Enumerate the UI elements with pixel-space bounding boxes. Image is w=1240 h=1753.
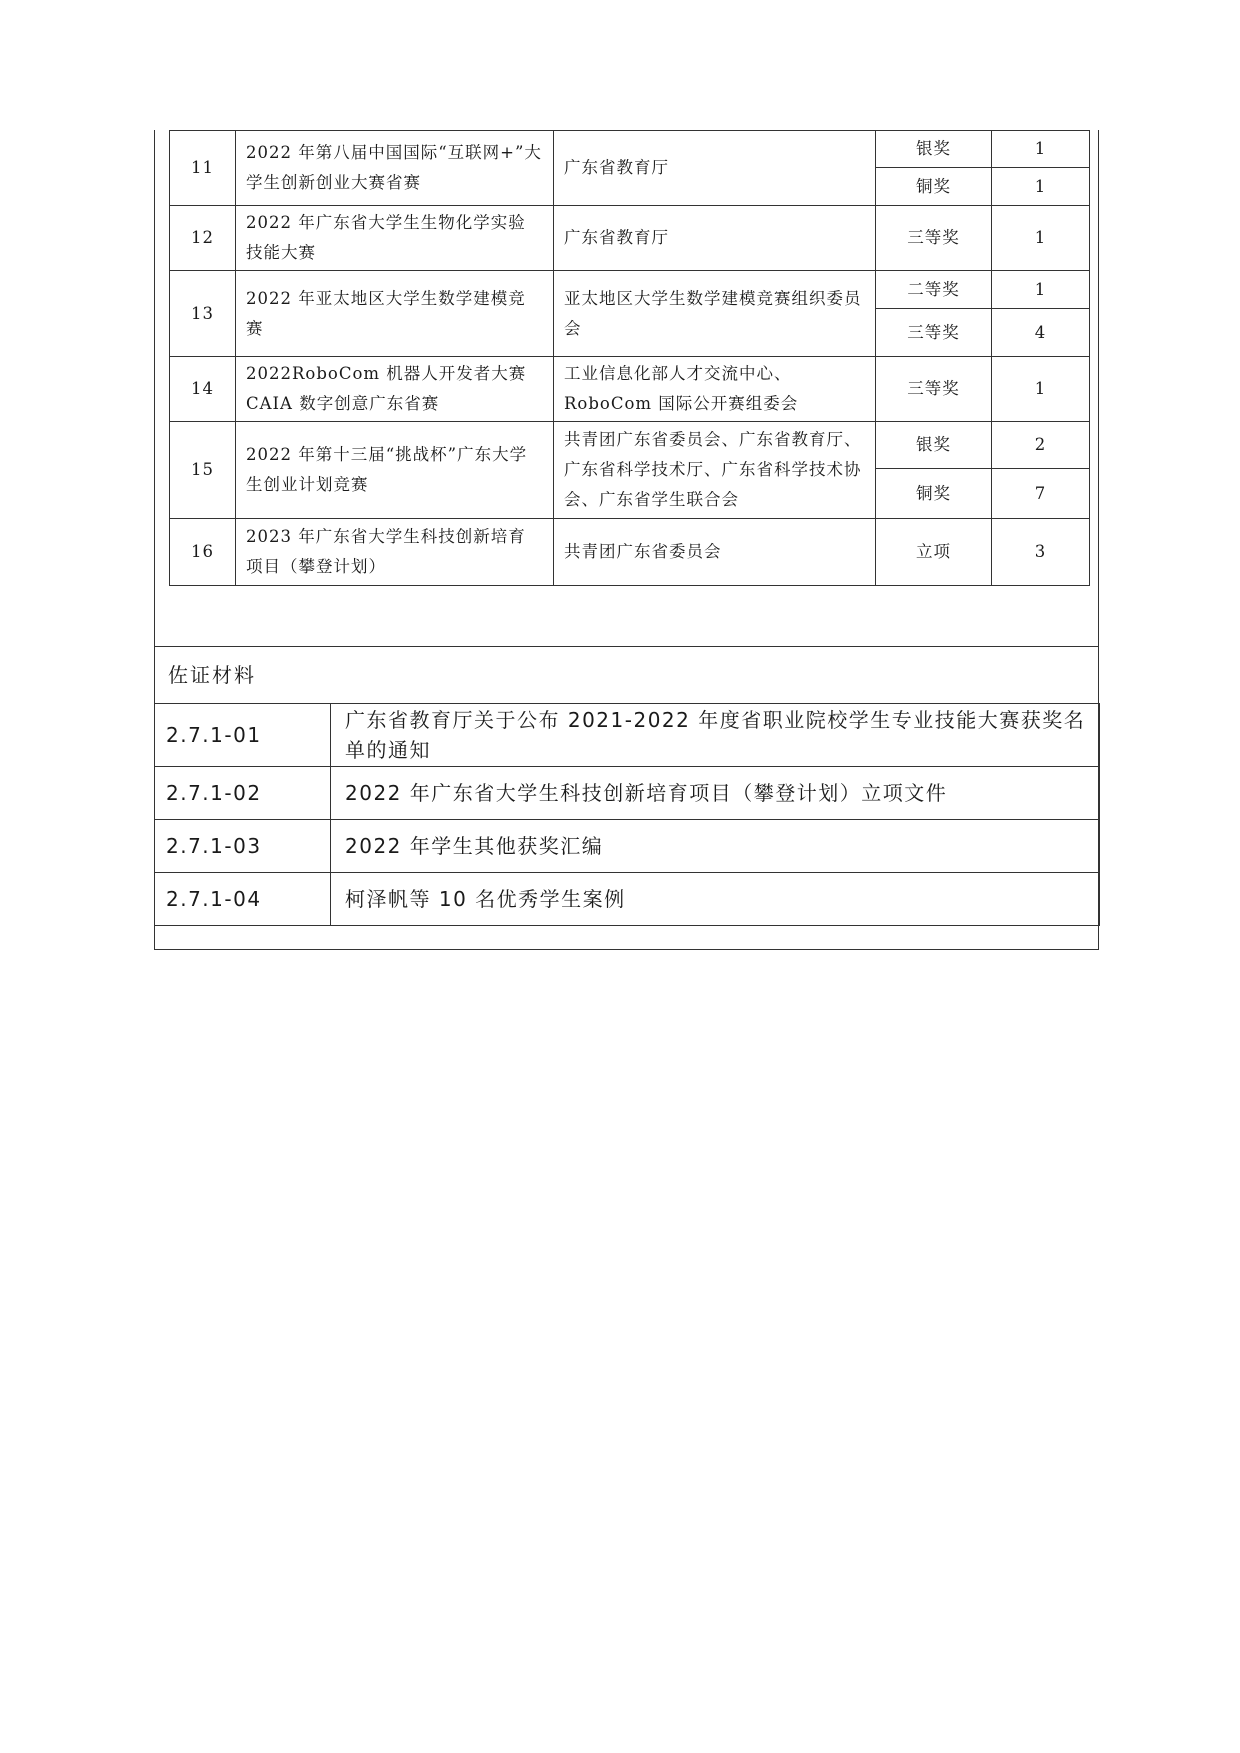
award-row <box>170 131 1090 168</box>
evidence-section-label: 佐证材料 <box>154 646 1099 704</box>
award-count: 1 <box>992 357 1090 422</box>
evidence-row <box>155 704 1100 767</box>
award-count: 3 <box>992 519 1090 586</box>
award-name: 2023 年广东省大学生科技创新培育项目（攀登计划） <box>236 519 554 586</box>
award-count: 1 <box>992 206 1090 271</box>
evidence-title: 2022 年广东省大学生科技创新培育项目（攀登计划）立项文件 <box>331 767 1100 820</box>
award-count: 4 <box>992 309 1090 357</box>
award-number: 14 <box>170 357 236 422</box>
award-number: 15 <box>170 422 236 519</box>
award-name: 2022 年第十三届“挑战杯”广东大学生创业计划竞赛 <box>236 422 554 519</box>
evidence-code: 2.7.1-02 <box>155 767 331 820</box>
award-level: 银奖 <box>876 131 992 168</box>
award-count: 7 <box>992 469 1090 519</box>
award-row <box>170 206 1090 271</box>
award-level: 二等奖 <box>876 271 992 309</box>
award-organizer: 共青团广东省委员会 <box>554 519 876 586</box>
award-level: 铜奖 <box>876 168 992 206</box>
evidence-title: 广东省教育厅关于公布 2021-2022 年度省职业院校学生专业技能大赛获奖名单的通知 <box>331 704 1100 767</box>
award-organizer: 广东省教育厅 <box>554 131 876 206</box>
award-name: 2022 年第八届中国国际“互联网+”大学生创新创业大赛省赛 <box>236 131 554 206</box>
award-level: 三等奖 <box>876 206 992 271</box>
award-number: 13 <box>170 271 236 357</box>
award-count: 2 <box>992 422 1090 469</box>
award-row <box>170 357 1090 422</box>
award-row <box>170 422 1090 469</box>
evidence-table <box>154 703 1100 926</box>
award-level: 银奖 <box>876 422 992 469</box>
award-organizer: 亚太地区大学生数学建模竞赛组织委员会 <box>554 271 876 357</box>
award-name: 2022 年亚太地区大学生数学建模竞赛 <box>236 271 554 357</box>
award-name: 2022 年广东省大学生生物化学实验技能大赛 <box>236 206 554 271</box>
evidence-code: 2.7.1-01 <box>155 704 331 767</box>
evidence-row <box>155 820 1100 873</box>
evidence-title: 2022 年学生其他获奖汇编 <box>331 820 1100 873</box>
award-organizer: 共青团广东省委员会、广东省教育厅、广东省科学技术厅、广东省科学技术协会、广东省学生联合会 <box>554 422 876 519</box>
award-number: 11 <box>170 131 236 206</box>
award-number: 16 <box>170 519 236 586</box>
award-row <box>170 519 1090 586</box>
award-level: 三等奖 <box>876 357 992 422</box>
award-organizer: 广东省教育厅 <box>554 206 876 271</box>
evidence-row <box>155 767 1100 820</box>
award-count: 1 <box>992 168 1090 206</box>
award-level: 立项 <box>876 519 992 586</box>
evidence-code: 2.7.1-03 <box>155 820 331 873</box>
award-row <box>170 271 1090 309</box>
award-organizer: 工业信息化部人才交流中心、RoboCom 国际公开赛组委会 <box>554 357 876 422</box>
evidence-title: 柯泽帆等 10 名优秀学生案例 <box>331 873 1100 926</box>
award-count: 1 <box>992 271 1090 309</box>
award-count: 1 <box>992 131 1090 168</box>
award-level: 铜奖 <box>876 469 992 519</box>
award-name: 2022RoboCom 机器人开发者大赛CAIA 数字创意广东省赛 <box>236 357 554 422</box>
evidence-row <box>155 873 1100 926</box>
awards-table <box>169 130 1090 586</box>
award-level: 三等奖 <box>876 309 992 357</box>
award-number: 12 <box>170 206 236 271</box>
evidence-code: 2.7.1-04 <box>155 873 331 926</box>
